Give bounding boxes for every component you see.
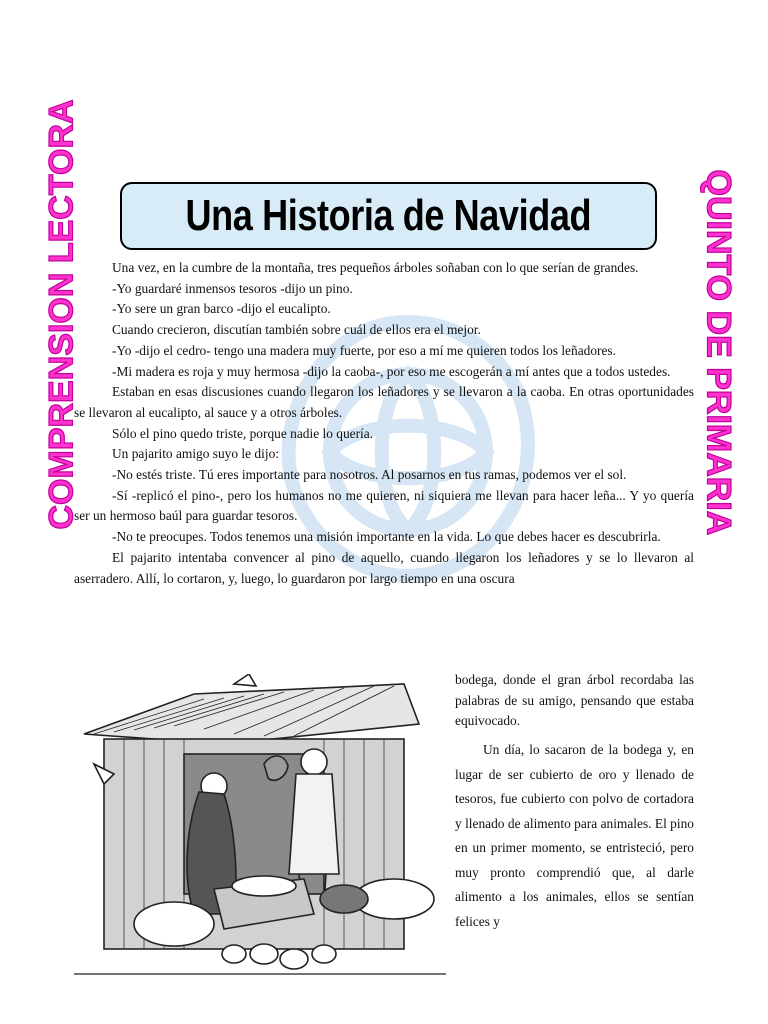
paragraph: -Yo -dijo el cedro- tengo una madera muy fuerte, por eso a mí me quieren todos los leñadores.	[112, 342, 616, 358]
title-box	[120, 182, 657, 250]
paragraph: -No te preocupes. Todos tenemos una misión importante en la vida. Lo que debes hacer es descubrirla.	[112, 529, 661, 545]
side-banner-right: QUINTO DE PRIMARIA	[699, 169, 738, 536]
paragraph: El pajarito intentaba convencer al pino de aquello, cuando llegaron los leñadores y se lo llevaron al aserradero. Allí, lo cortaron, y, luego, lo guardaron por largo tiempo en una oscura	[74, 549, 694, 586]
story-text-right-column	[455, 670, 694, 934]
paragraph: Un pajarito amigo suyo le dijo:	[112, 446, 279, 462]
nativity-stable-illustration	[74, 674, 446, 984]
final-paragraph: Un día, lo sacaron de la bodega y, en lugar de ser cubierto de oro y llenado de tesoros, fue cubierto con polvo de cortadora y llenado de alimento para animales. El pino en un primer momento, se entristeció, pero muy pronto comprendió que, al darle alimento a los animales, ellos se sentían felices y	[455, 742, 694, 929]
side-banner-left: COMPRENSION LECTORA	[42, 99, 81, 530]
paragraph: -Yo sere un gran barco -dijo el eucalipto.	[112, 301, 331, 317]
paragraph: -No estés triste. Tú eres importante para nosotros. Al posarnos en tus ramas, podemos ver el sol.	[112, 467, 627, 483]
paragraph: Estaban en esas discusiones cuando llegaron los leñadores y se llevaron a la caoba. En otras oportunidades se llevaron al eucalipto, al sauce y a otros árboles.	[74, 384, 694, 420]
paragraph: -Mi madera es roja y muy hermosa -dijo la caoba-, por eso me escogerán a mí antes que a todos ustedes.	[112, 363, 671, 379]
story-text	[74, 258, 694, 589]
continuation-paragraph: bodega, donde el gran árbol recordaba las palabras de su amigo, pensando que estaba equivocado.	[455, 672, 694, 729]
paragraph: -Sí -replicó el pino-, pero los humanos no me quieren, ni siquiera me llevan para hacer leña... Y yo quería ser un hermoso baúl para guardar tesoros.	[74, 487, 694, 524]
paragraph: Sólo el pino quedo triste, porque nadie lo quería.	[112, 425, 374, 441]
page-title: Una Historia de Navidad	[185, 191, 592, 240]
paragraph: Una vez, en la cumbre de la montaña, tres pequeños árboles soñaban con lo que serían de grandes.	[112, 260, 639, 275]
paragraph: -Yo guardaré inmensos tesoros -dijo un pino.	[112, 280, 353, 296]
paragraph: Cuando crecieron, discutían también sobre cuál de ellos era el mejor.	[112, 322, 481, 338]
